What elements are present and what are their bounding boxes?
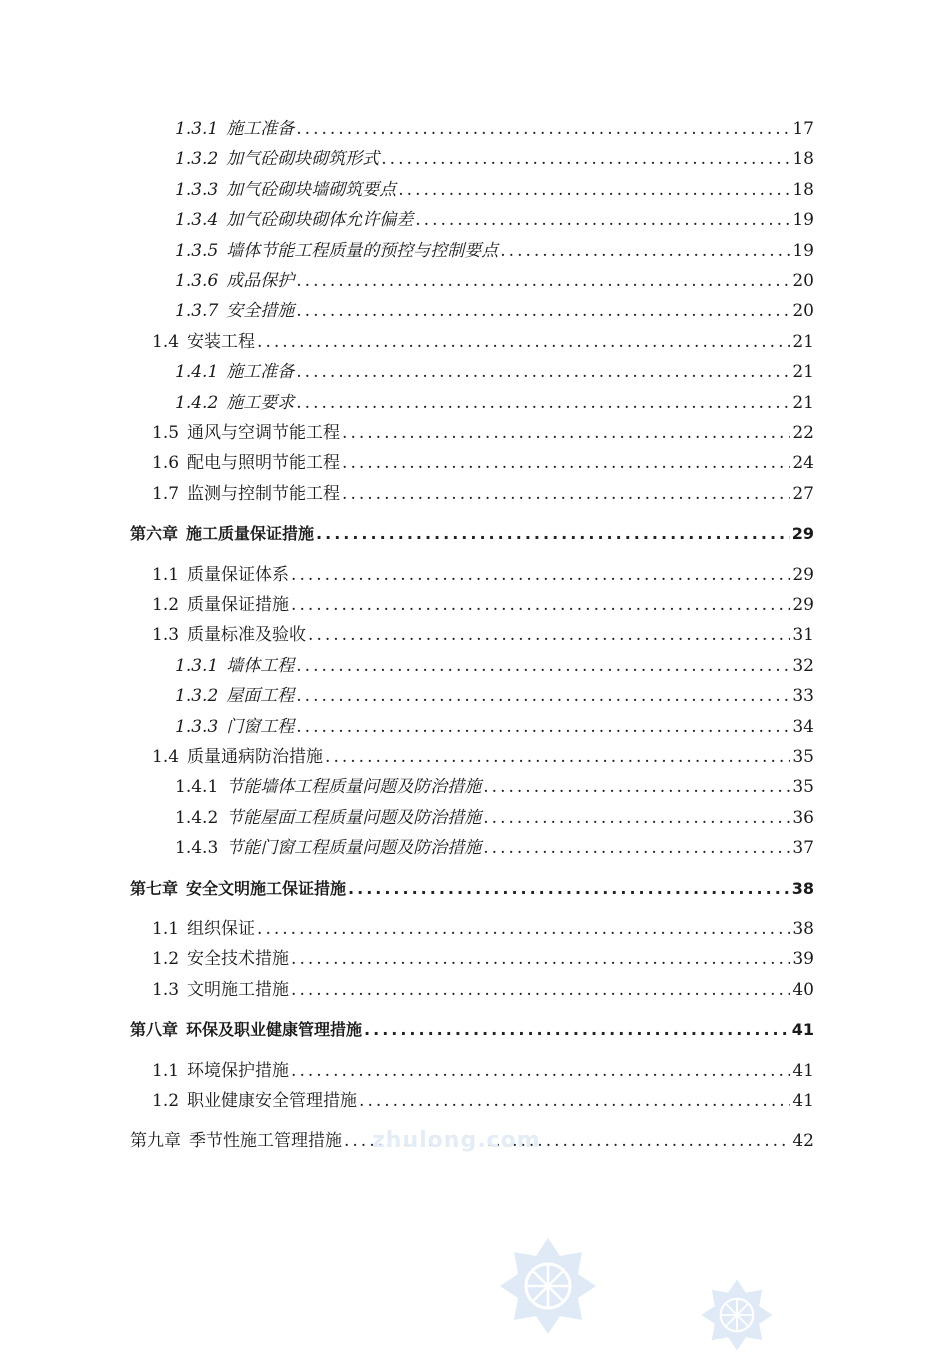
toc-entry xyxy=(175,117,814,141)
toc-page-number: 22 xyxy=(792,423,814,443)
toc-page-number: 29 xyxy=(792,564,814,585)
toc-dot-leader xyxy=(325,745,790,769)
toc-page-number: 18 xyxy=(792,149,814,170)
toc-entry-title: 监测与控制节能工程 xyxy=(187,483,341,504)
toc-dot-leader xyxy=(381,147,790,171)
toc-page-number: 38 xyxy=(791,878,814,898)
toc-page-number: 40 xyxy=(792,979,814,1000)
toc-entry-title: 环保及职业健康管理措施 xyxy=(186,1020,363,1040)
toc-entry-title: 安全措施 xyxy=(226,301,295,322)
toc-entry-number: 1.7 xyxy=(152,483,180,504)
toc-entry-title: 施工准备 xyxy=(226,362,295,383)
toc-dot-leader xyxy=(296,391,790,415)
toc-dot-leader xyxy=(398,178,790,202)
toc-entry xyxy=(175,178,814,202)
toc-dot-leader xyxy=(296,715,790,739)
toc-dot-leader xyxy=(500,239,790,263)
toc-entry-title: 职业健康安全管理措施 xyxy=(187,1091,358,1111)
toc-entry-number: 1.4.3 xyxy=(175,838,219,859)
toc-dot-leader xyxy=(483,836,790,860)
toc-entry-number: 1.4.2 xyxy=(175,807,219,828)
toc-entry-title: 施工要求 xyxy=(226,392,295,413)
toc-dot-leader xyxy=(291,593,790,617)
toc-entry xyxy=(175,806,814,830)
toc-dot-leader xyxy=(291,947,790,971)
toc-entry-number: 1.2 xyxy=(152,595,180,615)
toc-entry xyxy=(152,947,814,971)
toc-page-number: 17 xyxy=(792,119,814,139)
toc-page-number: 20 xyxy=(792,271,814,291)
toc-page-number: 39 xyxy=(792,949,814,970)
toc-entry-number: 第七章 xyxy=(130,878,179,898)
toc-dot-leader xyxy=(308,623,790,647)
toc-entry-number: 1.3.5 xyxy=(175,240,219,261)
toc-entry xyxy=(175,654,814,678)
toc-entry xyxy=(152,451,814,475)
toc-dot-leader xyxy=(296,360,790,384)
toc-entry xyxy=(175,391,814,415)
toc-entry-number: 1.3 xyxy=(152,625,180,646)
toc-entry-title: 安装工程 xyxy=(187,331,256,352)
toc-dot-leader xyxy=(257,917,790,941)
toc-dot-leader xyxy=(291,978,790,1002)
toc-entry xyxy=(152,1089,814,1113)
toc-entry-title: 施工准备 xyxy=(226,119,295,139)
toc-dot-leader xyxy=(291,1059,790,1083)
toc-entry xyxy=(175,269,814,293)
toc-entry xyxy=(152,917,814,941)
toc-entry-number: 1.3.3 xyxy=(175,716,219,737)
toc-dot-leader xyxy=(483,806,790,830)
toc-entry-number: 1.1 xyxy=(152,564,180,585)
toc-entry-title: 季节性施工管理措施 xyxy=(189,1131,342,1152)
toc-entry-number: 1.5 xyxy=(152,423,180,443)
toc-entry-number: 第九章 xyxy=(130,1131,181,1152)
toc-dot-leader xyxy=(348,877,790,901)
toc-dot-leader xyxy=(415,208,790,232)
toc-entry xyxy=(175,239,814,263)
toc-page-number: 34 xyxy=(792,716,814,737)
toc-entry xyxy=(175,208,814,232)
toc-dot-leader xyxy=(342,421,790,445)
toc-chapter-entry xyxy=(130,1018,814,1042)
toc-dot-leader xyxy=(291,563,790,587)
toc-entry xyxy=(152,978,814,1002)
toc-entry-title: 加气砼砌块砌筑形式 xyxy=(226,149,380,170)
toc-dot-leader xyxy=(342,482,790,506)
toc-entry-title: 加气砼砌块墙砌筑要点 xyxy=(226,179,397,200)
toc-entry-number: 1.3.4 xyxy=(175,210,219,231)
toc-page-number: 18 xyxy=(792,179,814,200)
toc-entry xyxy=(152,593,814,617)
toc-entry xyxy=(152,421,814,445)
toc-entry-title: 文明施工措施 xyxy=(187,979,290,1000)
watermark-logo-large xyxy=(498,1236,598,1336)
toc-dot-leader xyxy=(483,775,790,799)
toc-entry-title: 安全技术措施 xyxy=(187,949,290,970)
toc-page-number: 37 xyxy=(792,838,814,859)
watermark-logo-small xyxy=(700,1278,774,1352)
toc-page-number: 33 xyxy=(792,686,814,707)
toc-page-number: 42 xyxy=(792,1131,814,1152)
toc-entry-number: 1.3.1 xyxy=(175,655,219,676)
toc-entry-title: 通风与空调节能工程 xyxy=(187,423,341,443)
toc-entry-title: 门窗工程 xyxy=(226,716,295,737)
toc-page-number: 27 xyxy=(792,483,814,504)
toc-entry-title: 质量保证措施 xyxy=(187,595,290,615)
toc-page-number: 29 xyxy=(792,595,814,615)
toc-page-number: 29 xyxy=(791,524,814,544)
toc-entry-number: 1.1 xyxy=(152,1060,180,1081)
toc-entry-number: 1.3 xyxy=(152,979,180,1000)
toc-entry-number: 1.3.7 xyxy=(175,301,219,322)
toc-entry-title: 墙体节能工程质量的预控与控制要点 xyxy=(226,240,499,261)
toc-page-number: 41 xyxy=(791,1020,814,1040)
toc-dot-leader xyxy=(342,451,790,475)
toc-dot-leader xyxy=(296,269,790,293)
toc-entry-title: 屋面工程 xyxy=(226,686,295,707)
toc-entry-number: 1.4.2 xyxy=(175,392,219,413)
toc-entry-number: 1.4.1 xyxy=(175,362,219,383)
toc-entry-title: 节能屋面工程质量问题及防治措施 xyxy=(226,807,482,828)
toc-page-number: 36 xyxy=(792,807,814,828)
toc-page-number: 20 xyxy=(792,301,814,322)
toc-entry xyxy=(152,623,814,647)
toc-entry-title: 配电与照明节能工程 xyxy=(187,453,341,474)
toc-entry-title: 成品保护 xyxy=(226,271,295,291)
toc-page-number: 32 xyxy=(792,655,814,676)
toc-entry-title: 质量保证体系 xyxy=(187,564,290,585)
toc-chapter-entry xyxy=(130,877,814,901)
toc-entry-number: 1.1 xyxy=(152,919,180,939)
toc-entry xyxy=(175,775,814,799)
toc-entry-number: 1.4.1 xyxy=(175,777,219,798)
toc-entry-title: 质量标准及验收 xyxy=(187,625,307,646)
toc-entry-title: 施工质量保证措施 xyxy=(186,524,315,544)
toc-entry-title: 加气砼砌块砌体允许偏差 xyxy=(226,210,414,231)
toc-entry-title: 质量通病防治措施 xyxy=(187,747,324,767)
toc-entry xyxy=(175,836,814,860)
toc-page-number: 21 xyxy=(792,362,814,383)
toc-entry xyxy=(175,684,814,708)
toc-entry-number: 第六章 xyxy=(130,524,179,544)
toc-dot-leader xyxy=(359,1089,790,1113)
toc-entry-number: 1.3.1 xyxy=(175,119,219,139)
toc-page-number: 41 xyxy=(792,1091,814,1111)
toc-dot-leader xyxy=(296,117,790,141)
toc-entry-number: 1.6 xyxy=(152,453,180,474)
toc-entry xyxy=(152,1059,814,1083)
toc-entry xyxy=(175,715,814,739)
toc-page-number: 19 xyxy=(792,210,814,231)
toc-entry xyxy=(152,482,814,506)
toc-page-number: 24 xyxy=(792,453,814,474)
toc-dot-leader xyxy=(316,522,790,546)
toc-entry xyxy=(175,299,814,323)
toc-dot-leader xyxy=(296,299,790,323)
toc-entry-number: 1.3.6 xyxy=(175,271,219,291)
toc-entry-title: 安全文明施工保证措施 xyxy=(186,878,347,898)
toc-page-number: 35 xyxy=(792,747,814,767)
toc-entry-number: 1.3.2 xyxy=(175,149,219,170)
toc-entry-number: 1.3.3 xyxy=(175,179,219,200)
toc-page-number: 31 xyxy=(792,625,814,646)
toc-entry xyxy=(175,360,814,384)
toc-dot-leader xyxy=(257,330,790,354)
watermark-text: zhulong.com xyxy=(372,1128,541,1153)
toc-page-number: 21 xyxy=(792,392,814,413)
toc-dot-leader xyxy=(364,1018,790,1042)
toc-entry-number: 1.2 xyxy=(152,1091,180,1111)
toc-entry-number: 1.4 xyxy=(152,331,180,352)
toc-entry xyxy=(152,745,814,769)
toc-entry-title: 节能门窗工程质量问题及防治措施 xyxy=(226,838,482,859)
toc-entry xyxy=(152,563,814,587)
toc-entry xyxy=(175,147,814,171)
toc-dot-leader xyxy=(296,654,790,678)
toc-entry xyxy=(152,330,814,354)
toc-page-number: 19 xyxy=(792,240,814,261)
toc-dot-leader xyxy=(296,684,790,708)
toc-page-number: 41 xyxy=(792,1060,814,1081)
toc-entry-number: 第八章 xyxy=(130,1020,179,1040)
toc-page-number: 35 xyxy=(792,777,814,798)
toc-entry-title: 组织保证 xyxy=(187,919,256,939)
toc-page-number: 21 xyxy=(792,331,814,352)
toc-entry-title: 环境保护措施 xyxy=(187,1060,290,1081)
toc-entry-number: 1.4 xyxy=(152,747,180,767)
toc-page-number: 38 xyxy=(792,919,814,939)
toc-entry-number: 1.3.2 xyxy=(175,686,219,707)
toc-entry-title: 节能墙体工程质量问题及防治措施 xyxy=(226,777,482,798)
toc-chapter-entry xyxy=(130,522,814,546)
toc-entry-number: 1.2 xyxy=(152,949,180,970)
toc-entry-title: 墙体工程 xyxy=(226,655,295,676)
